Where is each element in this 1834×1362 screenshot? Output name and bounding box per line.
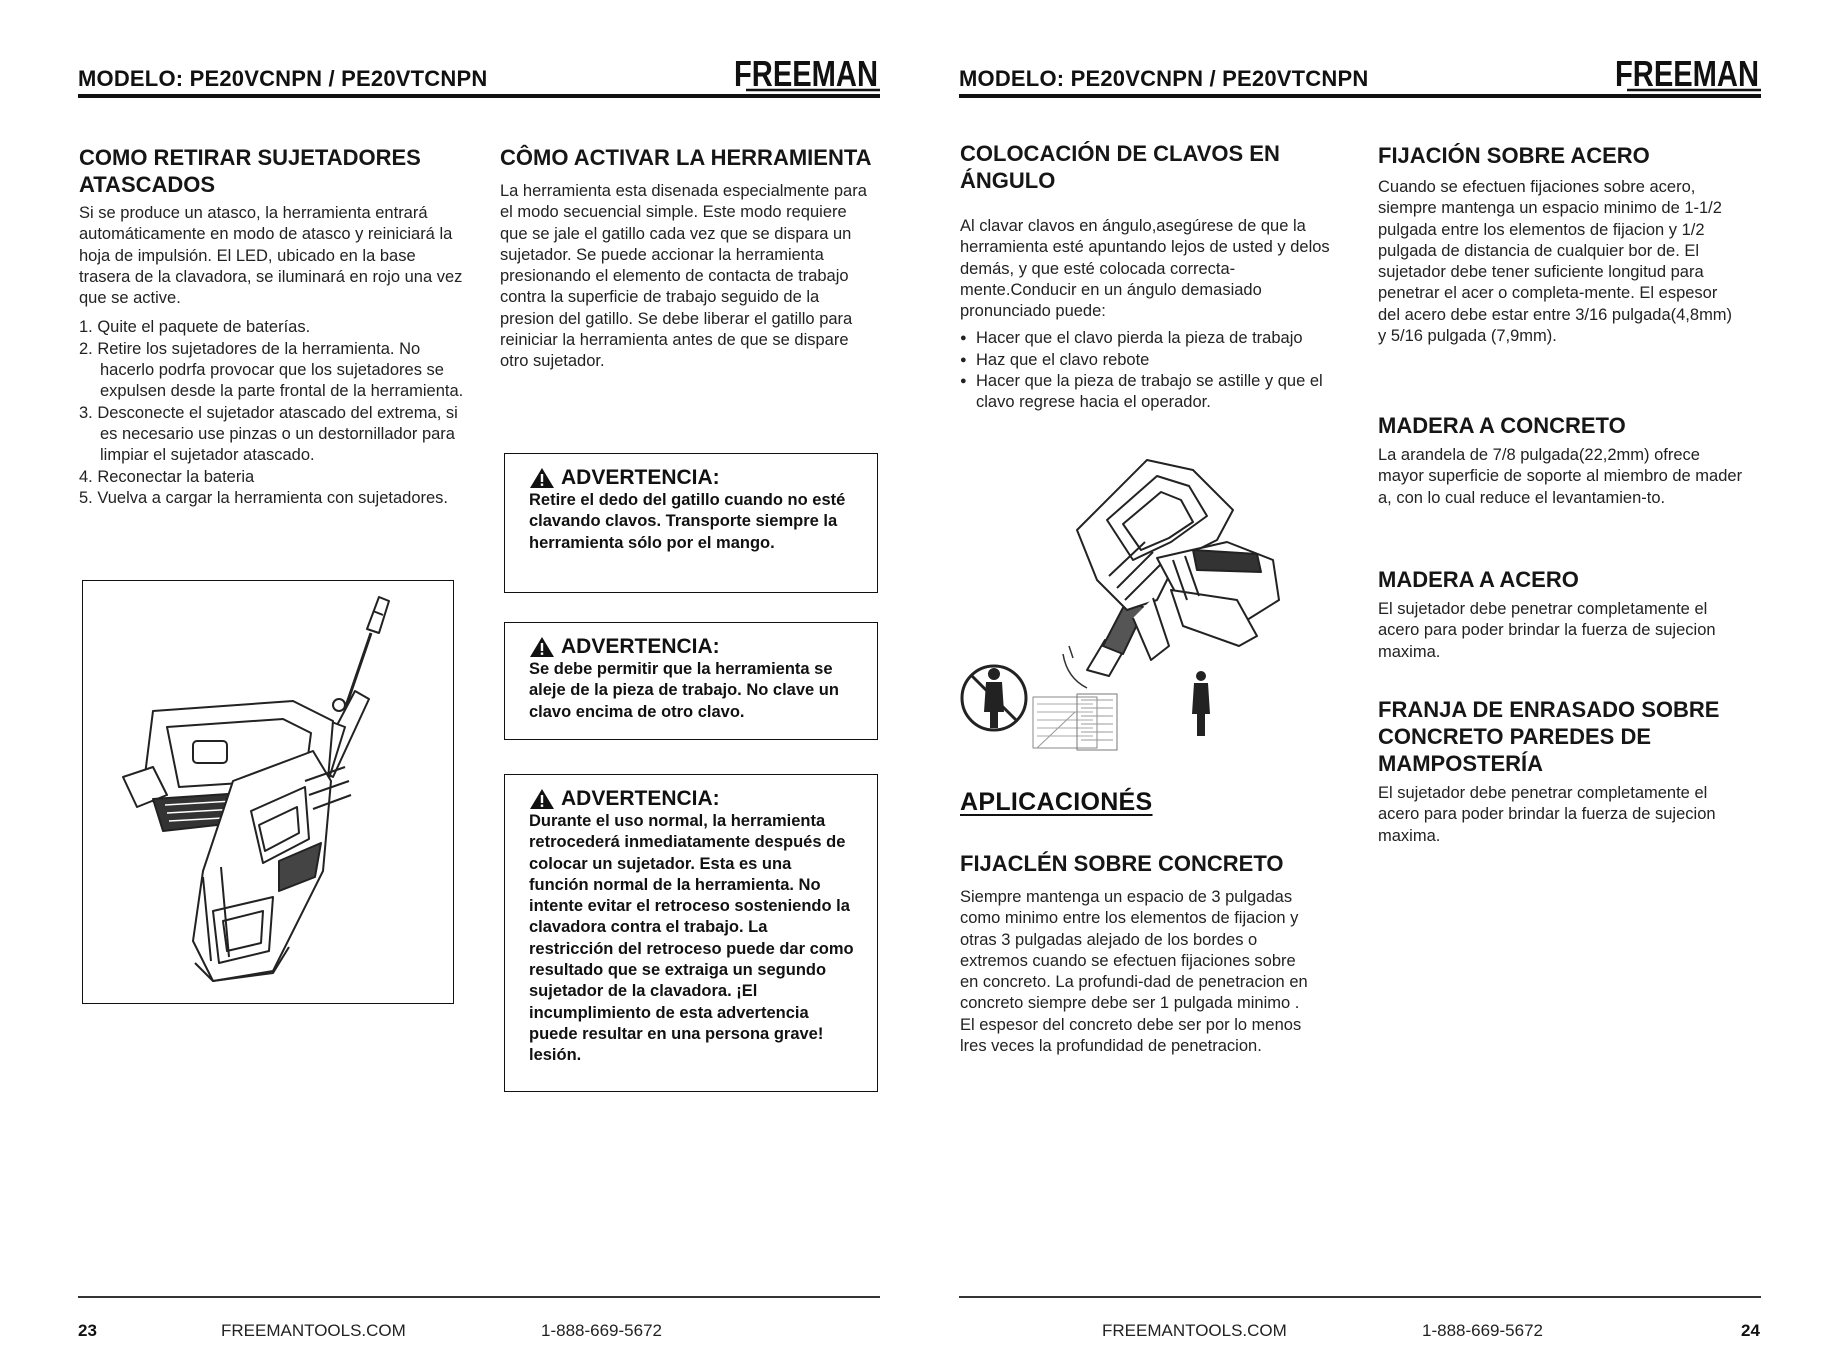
section-title: FRANJA DE ENRASADO SOBRE CONCRETO PAREDES DE MAMPOSTERÍA xyxy=(1378,697,1720,776)
warning-box-2 xyxy=(504,622,878,740)
svg-text:FREEMAN: FREEMAN xyxy=(1615,53,1759,94)
warning-box-1 xyxy=(504,453,878,593)
list-item: 3. Desconecte el sujetador atascado del extrema, si es necesario use pinzas o un destornillador para limpiar el sujetador atascado. xyxy=(79,403,458,465)
list-item: 5. Vuelva a cargar la herramienta con sujetadores. xyxy=(79,488,449,507)
list-item: 2. Retire los sujetadores de la herramienta. No hacerlo podrfa provocar que los sujetadores se expulsen desde la parte frontal de la herramienta. xyxy=(79,339,464,401)
header-rule xyxy=(78,94,880,98)
section-title: FIJACIÓN SOBRE ACERO xyxy=(1378,143,1650,168)
section-steel xyxy=(1378,142,1758,347)
section-body: El sujetador debe penetrar completamente el acero para poder brindar la fuerza de sujecion maxima. xyxy=(1378,600,1716,661)
section-intro: Si se produce un atasco, la herramienta entrará automáticamente en modo de atasco y reiniciará la hoja de impulsión. El LED, ubicado en la base trasera de la clavadora, se iluminará en rojo una vez que se active. xyxy=(79,204,463,308)
section-wood-concrete xyxy=(1378,412,1758,509)
warning-title: ADVERTENCIA: xyxy=(561,466,720,489)
section-activate-tool xyxy=(500,144,880,373)
warning-triangle-icon xyxy=(529,467,555,489)
footer-rule xyxy=(78,1296,880,1298)
section-furring-strip xyxy=(1378,696,1758,847)
list-item: ● Hacer que el clavo pierda la pieza de trabajo xyxy=(960,328,1340,349)
freeman-logo xyxy=(1613,55,1761,93)
figure-jam-clear xyxy=(82,580,454,1004)
footer-phone: 1-888-669-5672 xyxy=(1422,1321,1543,1340)
section-concrete xyxy=(960,850,1340,1057)
freeman-logo xyxy=(732,55,880,93)
header-rule xyxy=(959,94,1761,98)
section-body: Cuando se efectuen fijaciones sobre acero, siempre mantenga un espacio minimo de 1-1/2 pulgada entre los elementos de fijacion y 1/2 pulgada de distancia de cualquier bor de. El sujetador debe tener suficiente longitud para penetrar el acer o completa-mente. El espesor del acero debe estar entre 3/16 pulgada(4,8mm) y 5/16 pulgada (7,9mm). xyxy=(1378,178,1733,346)
section-title: CÔMO ACTIVAR LA HERRAMIENTA xyxy=(500,145,872,170)
section-title: COLOCACIÓN DE CLAVOS EN ÁNGULO xyxy=(960,141,1280,193)
section-title: FIJACLÉN SOBRE CONCRETO xyxy=(960,851,1284,876)
bullets-list xyxy=(960,328,1340,413)
warning-body: Se debe permitir que la herramienta se aleje de la pieza de trabajo. No clave un clavo encima de otro clavo. xyxy=(529,660,839,721)
page-header xyxy=(78,48,880,98)
warning-body: Durante el uso normal, la herramienta retrocederá inmediatamente después de colocar un sujetador. Esta es una función normal de la herramienta. No intente evitar el retroceso sosteniendo la clavadora contra el trabajo. La restricción del retroceso puede dar como resultado que se extraiga un segundo sujetador de la clavadora. ¡El incumplimiento de esta advertencia puede resultar en una persona grave! lesión. xyxy=(529,812,854,1065)
section-angle-nailing xyxy=(960,140,1340,414)
warning-triangle-icon xyxy=(529,636,555,658)
footer-website: FREEMANTOOLS.COM xyxy=(221,1321,406,1340)
section-title: COMO RETIRAR SUJETADORES ATASCADOS xyxy=(79,145,421,197)
list-item: ● Hacer que la pieza de trabajo se astille y que el clavo regrese hacia el operador. xyxy=(960,371,1340,414)
svg-text:FREEMAN: FREEMAN xyxy=(734,53,878,94)
warning-body: Retire el dedo del gatillo cuando no esté clavando clavos. Transporte siempre la herramienta sólo por el mango. xyxy=(529,491,846,552)
model-title: MODELO: PE20VCNPN / PE20VTCNPN xyxy=(959,66,1369,91)
section-title: MADERA A ACERO xyxy=(1378,567,1579,592)
figure-angle-nailing xyxy=(957,450,1287,750)
section-title: MADERA A CONCRETO xyxy=(1378,413,1626,438)
section-body: La herramienta esta disenada especialmente para el modo secuencial simple. Este modo requiere que se jale el gatillo cada vez que se dispara un sujetador. Se puede accionar la herramienta presionando el elemento de contacta de trabajo contra la superficie de trabajo seguido de la presion del gatillo. Se debe liberar el gatillo para reiniciar la herramienta antes de que se dispare otro sujetador. xyxy=(500,182,867,371)
section-applications xyxy=(960,788,1340,817)
footer-website: FREEMANTOOLS.COM xyxy=(1102,1321,1287,1340)
model-title: MODELO: PE20VCNPN / PE20VTCNPN xyxy=(78,66,488,91)
nailer-illustration xyxy=(83,581,452,1002)
page-number: 24 xyxy=(1741,1321,1760,1340)
list-item: 1. Quite el paquete de baterías. xyxy=(79,318,311,337)
warning-title: ADVERTENCIA: xyxy=(561,787,720,810)
warning-box-3 xyxy=(504,774,878,1092)
section-body: El sujetador debe penetrar completamente el acero para poder brindar la fuerza de sujecion maxima. xyxy=(1378,784,1716,845)
footer-phone: 1-888-669-5672 xyxy=(541,1321,662,1340)
footer-rule xyxy=(959,1296,1761,1298)
applications-title: APLICACIONÉS xyxy=(960,788,1153,816)
section-remove-jammed xyxy=(79,144,464,509)
section-body: La arandela de 7/8 pulgada(22,2mm) ofrece mayor superficie de soporte al miembro de mader a, con lo cual reduce el levantamien-to. xyxy=(1378,446,1743,507)
list-item: 4. Reconectar la bateria xyxy=(79,467,255,486)
section-body: Siempre mantenga un espacio de 3 pulgadas como minimo entre los elementos de fijacion y otras 3 pulgadas alejado de los bordes o extremos cuando se efectuen fijaciones sobre en concreto. La profundi-dad de penetracion en concreto siempre debe ser 1 pulgada minimo . El espesor del concreto debe ser por lo menos lres veces la profundidad de penetracion. xyxy=(960,888,1308,1056)
page-number: 23 xyxy=(78,1321,97,1340)
page-24 xyxy=(917,0,1834,1362)
page-header xyxy=(959,48,1761,98)
warning-triangle-icon xyxy=(529,788,555,810)
list-item: ● Haz que el clavo rebote xyxy=(960,350,1340,371)
section-body: Al clavar clavos en ángulo,asegúrese de que la herramienta esté apuntando lejos de usted y delos demás, y que esté colocada correcta-mente.Conducir en un ángulo demasiado pronunciado puede: xyxy=(960,217,1330,321)
warning-title: ADVERTENCIA: xyxy=(561,635,720,658)
steps-list xyxy=(79,317,464,509)
section-wood-steel xyxy=(1378,566,1758,663)
